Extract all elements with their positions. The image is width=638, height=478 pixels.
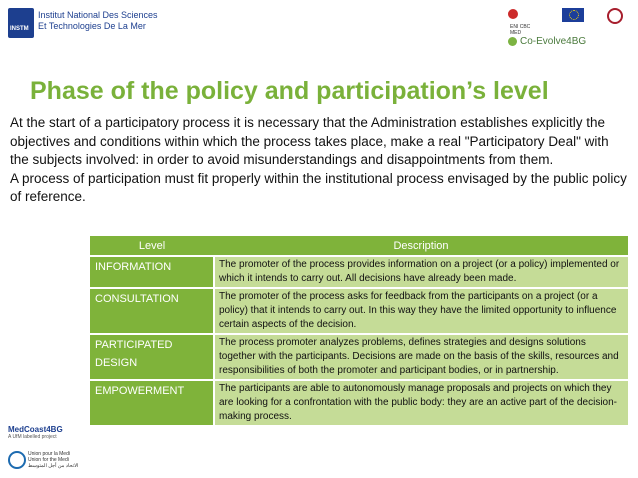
description-cell: The process promoter analyzes problems, defines strategies and designs solutions together with the participants. Decisions are made on the basis of the skills, resources and responsibilities of both the promoter and participant bodies, or in partnership.: [214, 334, 628, 380]
medcoast-subtitle: A UfM labelled project: [8, 434, 57, 440]
leaf-icon: [508, 37, 517, 46]
description-cell: The promoter of the process provides information on a project (or a policy) implemented or which it intends to carry out. All decisions have already been made.: [214, 256, 628, 288]
level-cell: EMPOWERMENT: [90, 380, 214, 425]
instm-logo: [8, 8, 158, 38]
body-paragraph: A process of participation must fit properly within the institutional process envisaged by the public policy of reference.: [10, 170, 627, 204]
level-cell: PARTICIPATED DESIGN: [90, 334, 214, 380]
instm-abbr: INSTM: [10, 26, 29, 32]
co-evolve-label: Co-Evolve4BG: [520, 36, 587, 47]
header-level: Level: [90, 236, 214, 256]
table-row: [90, 288, 628, 334]
ufm-text: [28, 451, 78, 469]
ufm-line: Union pour la Medi: [28, 451, 70, 457]
table-row: [90, 380, 628, 425]
eu-flag-icon: [562, 8, 584, 22]
ufm-line: Union for the Medi: [28, 457, 69, 463]
table-header-row: [90, 236, 628, 256]
instm-emblem: [8, 8, 34, 38]
co-evolve-badge: [508, 36, 586, 47]
level-cell: INFORMATION: [90, 256, 214, 288]
description-cell: The participants are able to autonomously manage proposals and projects on which they are looking for a confrontation with the public body: they are an active part of the decision-making process.: [214, 380, 628, 425]
ufm-logo-icon: [8, 451, 26, 469]
slide-body: [10, 114, 630, 207]
partner-seal-icon: [596, 6, 630, 28]
table-row: [90, 256, 628, 288]
participation-levels-table: [90, 236, 628, 425]
medcoast-logo: [8, 425, 90, 477]
eni-cbc-logo: ENI CBC MED: [508, 6, 542, 30]
medcoast-brand: MedCoast4BG: [8, 425, 63, 434]
body-paragraph: At the start of a participatory process it is necessary that the Administration establishes explicitly the objectives and conditions within which the process takes place, make a real "Participatory Deal" with the subjects involved: in order to avoid misunderstandings and disappointments from them.: [10, 115, 609, 167]
ufm-line: الاتحاد من أجل المتوسط: [28, 463, 79, 469]
level-cell: CONSULTATION: [90, 288, 214, 334]
table-row: [90, 334, 628, 380]
description-cell: The promoter of the process asks for feedback from the participants on a project (or a policy) that it intends to carry out. In this way they have the limited opportunity to influence certain aspects of the decision.: [214, 288, 628, 334]
slide-title: Phase of the policy and participation’s level: [30, 77, 549, 105]
institute-name: Institut National Des Sciences Et Technologies De La Mer: [38, 10, 158, 31]
header-description: Description: [214, 236, 628, 256]
